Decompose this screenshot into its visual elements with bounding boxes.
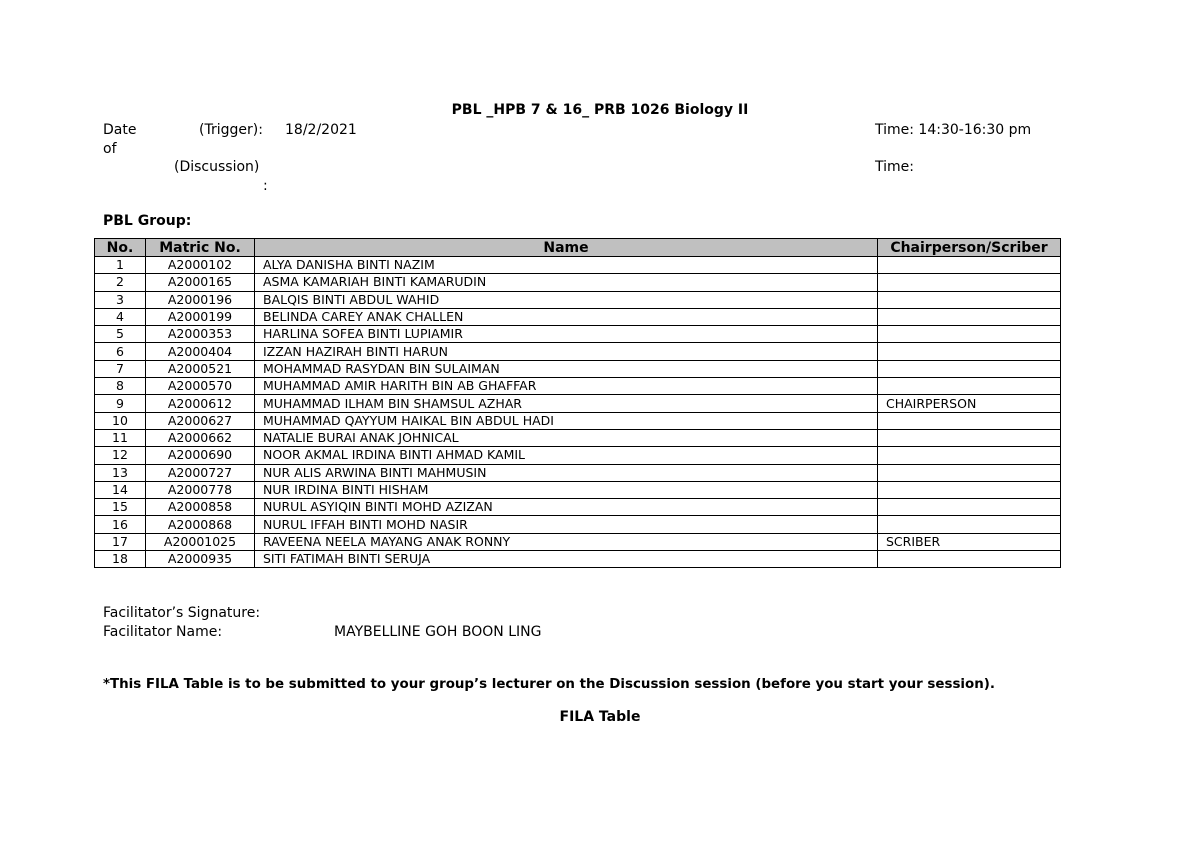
table-row: [95, 274, 1061, 291]
cell-matric: A2000196: [146, 291, 255, 308]
cell-role: SCRIBER: [878, 533, 1061, 550]
cell-no: 16: [95, 516, 146, 533]
cell-no: 18: [95, 551, 146, 568]
facilitator-name-value: MAYBELLINE GOH BOON LING: [334, 624, 542, 640]
cell-matric: A2000727: [146, 464, 255, 481]
cell-name: NOOR AKMAL IRDINA BINTI AHMAD KAMIL: [255, 447, 878, 464]
cell-matric: A2000404: [146, 343, 255, 360]
table-header-row: [95, 239, 1061, 257]
table-row: [95, 481, 1061, 498]
cell-name: HARLINA SOFEA BINTI LUPIAMIR: [255, 326, 878, 343]
date-label-of: of: [103, 141, 117, 157]
table-row: [95, 429, 1061, 446]
table-row: [95, 308, 1061, 325]
cell-matric: A2000165: [146, 274, 255, 291]
facilitator-name-label: Facilitator Name:: [103, 624, 223, 640]
header-no: No.: [95, 239, 146, 257]
table-row: [95, 551, 1061, 568]
cell-no: 10: [95, 412, 146, 429]
cell-role: [878, 499, 1061, 516]
table-row: [95, 291, 1061, 308]
cell-name: SITI FATIMAH BINTI SERUJA: [255, 551, 878, 568]
cell-no: 17: [95, 533, 146, 550]
cell-role: [878, 308, 1061, 325]
cell-no: 14: [95, 481, 146, 498]
cell-no: 8: [95, 378, 146, 395]
trigger-date-value: 18/2/2021: [285, 122, 357, 138]
cell-name: NUR ALIS ARWINA BINTI MAHMUSIN: [255, 464, 878, 481]
cell-matric: A2000935: [146, 551, 255, 568]
cell-no: 13: [95, 464, 146, 481]
trigger-time-label: Time: 14:30-16:30 pm: [875, 122, 1032, 138]
cell-no: 1: [95, 257, 146, 274]
cell-role: [878, 447, 1061, 464]
document-title: PBL _HPB 7 & 16_ PRB 1026 Biology II: [451, 102, 749, 118]
date-label: Date: [103, 122, 137, 138]
pbl-group-label: PBL Group:: [103, 213, 192, 229]
cell-matric: A2000778: [146, 481, 255, 498]
table-row: [95, 378, 1061, 395]
cell-no: 5: [95, 326, 146, 343]
cell-matric: A2000662: [146, 429, 255, 446]
cell-no: 7: [95, 360, 146, 377]
table-row: [95, 464, 1061, 481]
cell-name: MUHAMMAD ILHAM BIN SHAMSUL AZHAR: [255, 395, 878, 412]
cell-matric: A2000521: [146, 360, 255, 377]
table-row: [95, 412, 1061, 429]
table-row: [95, 447, 1061, 464]
cell-no: 15: [95, 499, 146, 516]
cell-no: 12: [95, 447, 146, 464]
table-row: [95, 533, 1061, 550]
cell-role: [878, 464, 1061, 481]
cell-role: CHAIRPERSON: [878, 395, 1061, 412]
submission-note: *This FILA Table is to be submitted to your group’s lecturer on the Discussion session (before you start your session).: [103, 677, 995, 692]
table-row: [95, 395, 1061, 412]
cell-no: 11: [95, 429, 146, 446]
cell-name: BELINDA CAREY ANAK CHALLEN: [255, 308, 878, 325]
header-matric-no: Matric No.: [146, 239, 255, 257]
cell-role: [878, 378, 1061, 395]
cell-name: MUHAMMAD QAYYUM HAIKAL BIN ABDUL HADI: [255, 412, 878, 429]
header-chairperson-scriber: Chairperson/Scriber: [878, 239, 1061, 257]
cell-matric: A2000353: [146, 326, 255, 343]
trigger-label: (Trigger):: [199, 122, 263, 138]
cell-matric: A2000868: [146, 516, 255, 533]
table-caption: FILA Table: [559, 709, 641, 725]
cell-matric: A2000199: [146, 308, 255, 325]
cell-role: [878, 481, 1061, 498]
cell-name: NURUL ASYIQIN BINTI MOHD AZIZAN: [255, 499, 878, 516]
discussion-time-label: Time:: [875, 159, 914, 175]
table-row: [95, 326, 1061, 343]
discussion-label: (Discussion): [174, 159, 260, 175]
cell-name: ALYA DANISHA BINTI NAZIM: [255, 257, 878, 274]
table-row: [95, 499, 1061, 516]
cell-name: MUHAMMAD AMIR HARITH BIN AB GHAFFAR: [255, 378, 878, 395]
cell-name: MOHAMMAD RASYDAN BIN SULAIMAN: [255, 360, 878, 377]
cell-matric: A2000690: [146, 447, 255, 464]
cell-matric: A2000612: [146, 395, 255, 412]
cell-matric: A2000858: [146, 499, 255, 516]
table-row: [95, 360, 1061, 377]
cell-role: [878, 326, 1061, 343]
table-row: [95, 343, 1061, 360]
cell-role: [878, 257, 1061, 274]
cell-role: [878, 360, 1061, 377]
cell-matric: A2000102: [146, 257, 255, 274]
cell-role: [878, 429, 1061, 446]
table-row: [95, 516, 1061, 533]
cell-role: [878, 551, 1061, 568]
cell-no: 3: [95, 291, 146, 308]
cell-role: [878, 274, 1061, 291]
fila-table: [94, 238, 1061, 568]
cell-role: [878, 343, 1061, 360]
cell-name: IZZAN HAZIRAH BINTI HARUN: [255, 343, 878, 360]
cell-matric: A2000570: [146, 378, 255, 395]
facilitator-signature-label: Facilitator’s Signature:: [103, 605, 261, 621]
cell-role: [878, 516, 1061, 533]
cell-name: RAVEENA NEELA MAYANG ANAK RONNY: [255, 533, 878, 550]
table-row: [95, 257, 1061, 274]
cell-role: [878, 291, 1061, 308]
cell-no: 4: [95, 308, 146, 325]
cell-name: NURUL IFFAH BINTI MOHD NASIR: [255, 516, 878, 533]
cell-matric: A2000627: [146, 412, 255, 429]
discussion-colon: :: [263, 178, 268, 194]
cell-name: ASMA KAMARIAH BINTI KAMARUDIN: [255, 274, 878, 291]
cell-role: [878, 412, 1061, 429]
cell-name: NATALIE BURAI ANAK JOHNICAL: [255, 429, 878, 446]
cell-no: 2: [95, 274, 146, 291]
cell-no: 9: [95, 395, 146, 412]
cell-name: NUR IRDINA BINTI HISHAM: [255, 481, 878, 498]
cell-name: BALQIS BINTI ABDUL WAHID: [255, 291, 878, 308]
cell-no: 6: [95, 343, 146, 360]
header-name: Name: [255, 239, 878, 257]
cell-matric: A20001025: [146, 533, 255, 550]
